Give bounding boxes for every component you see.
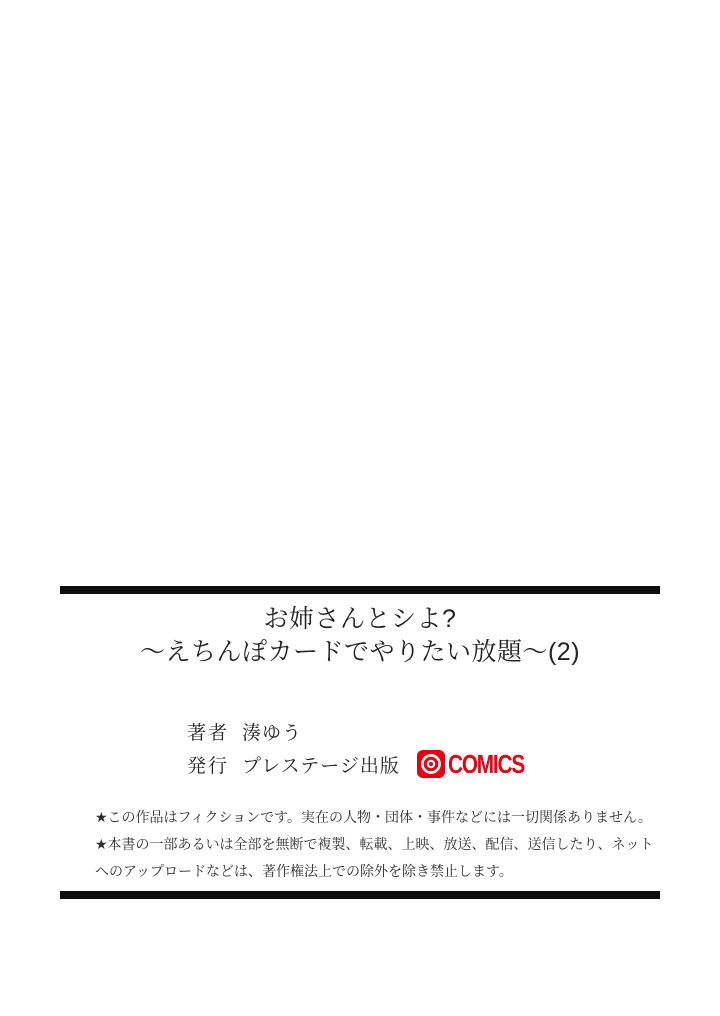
book-title (0, 603, 720, 669)
top-divider (60, 586, 660, 594)
comics-logo-text: COMICS (447, 749, 524, 779)
bottom-divider (60, 891, 660, 899)
fiction-notice: ★この作品はフィクションです。実在の人物・団体・事件などには一切関係ありません。 (95, 809, 652, 825)
book-title-line2: ～えちんぽカードでやりたい放題～(2) (139, 638, 581, 666)
publisher-name: プレステージ出版 (242, 755, 400, 777)
author-row (187, 718, 302, 745)
author-name: 湊ゆう (242, 723, 303, 744)
copyright-notice: ★本書の一部あるいは全部を無断で複製、転載、上映、放送、配信、送信したり、ネットへのアップロードなどは、著作権法上での除外を除き禁止します。 (95, 836, 654, 879)
comics-target-swirl-icon (417, 750, 445, 778)
book-title-line1: お姉さんとシよ? (263, 605, 457, 633)
author-label: 著者 (187, 723, 230, 744)
publisher-label: 発行 (187, 755, 230, 777)
publisher-logo (417, 750, 543, 778)
legal-notices (95, 804, 657, 885)
publisher-row (187, 750, 543, 778)
